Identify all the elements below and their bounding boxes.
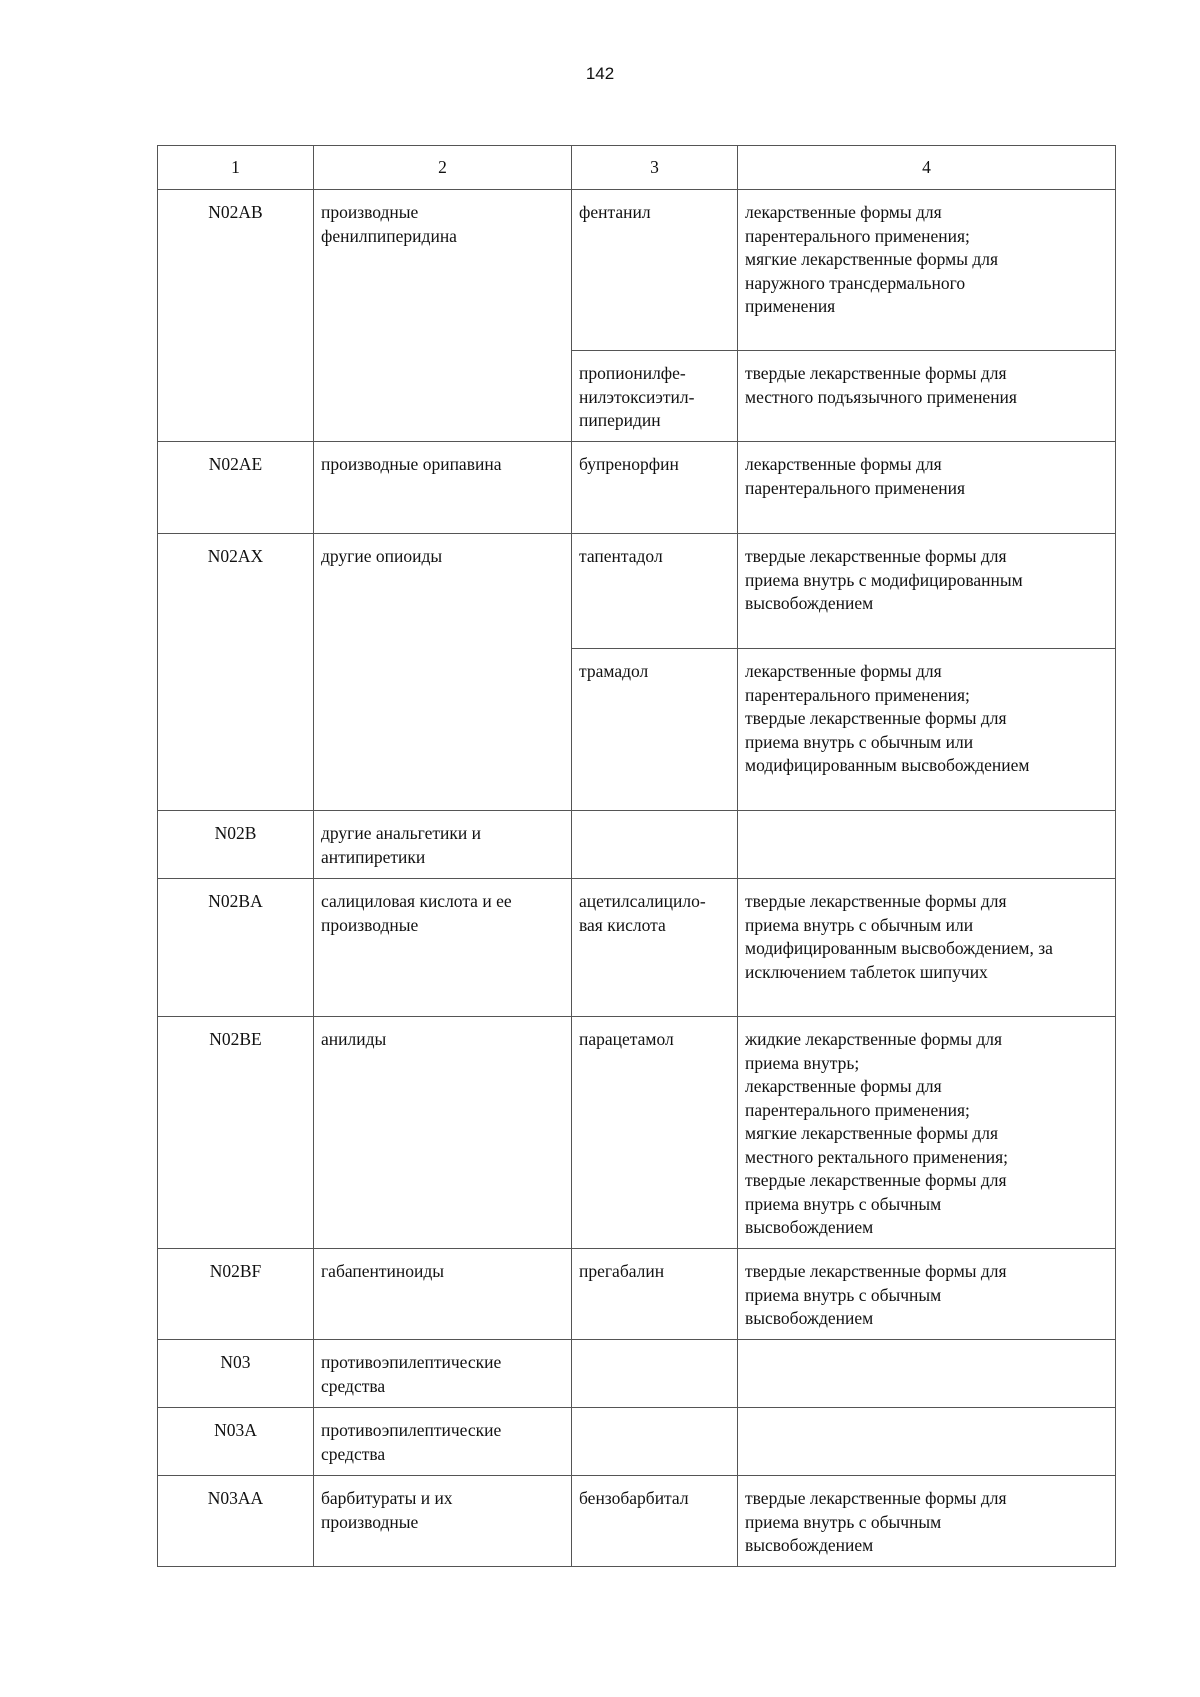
group-name-cell: другие анальгетики и антипиретики bbox=[314, 811, 572, 879]
atc-code-cell: N02BA bbox=[158, 879, 314, 1017]
group-name-cell: габапентиноиды bbox=[314, 1249, 572, 1340]
column-header: 3 bbox=[572, 146, 738, 190]
table-row bbox=[158, 442, 1116, 534]
dosage-forms-cell: твердые лекарственные формы для приема внутрь с обычным или модифицированным высвобождением, за исключением таблеток шипучих bbox=[738, 879, 1116, 1017]
table-row bbox=[158, 1408, 1116, 1476]
table-header-row bbox=[158, 146, 1116, 190]
dosage-forms-cell: твердые лекарственные формы для приема внутрь с модифицированным высвобождением bbox=[738, 534, 1116, 649]
table-row bbox=[158, 1476, 1116, 1567]
drug-name-cell bbox=[572, 1408, 738, 1476]
table-row bbox=[158, 534, 1116, 649]
dosage-forms-cell bbox=[738, 1340, 1116, 1408]
group-name-cell: производные орипавина bbox=[314, 442, 572, 534]
drug-name-cell: бензобарбитал bbox=[572, 1476, 738, 1567]
drug-table bbox=[157, 145, 1116, 1567]
atc-code-cell: N02BF bbox=[158, 1249, 314, 1340]
column-header: 4 bbox=[738, 146, 1116, 190]
drug-name-cell bbox=[572, 811, 738, 879]
dosage-forms-cell: лекарственные формы для парентерального применения bbox=[738, 442, 1116, 534]
dosage-forms-cell: лекарственные формы для парентерального применения; мягкие лекарственные формы для наружного трансдермального применения bbox=[738, 190, 1116, 351]
drug-name-cell: прегабалин bbox=[572, 1249, 738, 1340]
group-name-cell: барбитураты и их производные bbox=[314, 1476, 572, 1567]
drug-name-cell bbox=[572, 1340, 738, 1408]
dosage-forms-cell: твердые лекарственные формы для местного подъязычного применения bbox=[738, 351, 1116, 442]
atc-code-cell: N02AB bbox=[158, 190, 314, 442]
atc-code-cell: N03A bbox=[158, 1408, 314, 1476]
column-header: 1 bbox=[158, 146, 314, 190]
dosage-forms-cell bbox=[738, 811, 1116, 879]
atc-code-cell: N02BE bbox=[158, 1017, 314, 1249]
atc-code-cell: N03AA bbox=[158, 1476, 314, 1567]
dosage-forms-cell bbox=[738, 1408, 1116, 1476]
table-row bbox=[158, 1249, 1116, 1340]
atc-code-cell: N02AE bbox=[158, 442, 314, 534]
atc-code-cell: N02B bbox=[158, 811, 314, 879]
table-row bbox=[158, 1017, 1116, 1249]
drug-name-cell: фентанил bbox=[572, 190, 738, 351]
drug-name-cell: трамадол bbox=[572, 649, 738, 811]
table-row bbox=[158, 1340, 1116, 1408]
drug-name-cell: бупренорфин bbox=[572, 442, 738, 534]
dosage-forms-cell: жидкие лекарственные формы для приема внутрь; лекарственные формы для парентерального применения; мягкие лекарственные формы для местного ректального применения; твердые лекарственные формы для приема внутрь с обычным высвобождением bbox=[738, 1017, 1116, 1249]
group-name-cell: производные фенилпиперидина bbox=[314, 190, 572, 442]
atc-code-cell: N02AX bbox=[158, 534, 314, 811]
group-name-cell: салициловая кислота и ее производные bbox=[314, 879, 572, 1017]
drug-name-cell: парацетамол bbox=[572, 1017, 738, 1249]
group-name-cell: противоэпилептические средства bbox=[314, 1340, 572, 1408]
dosage-forms-cell: твердые лекарственные формы для приема внутрь с обычным высвобождением bbox=[738, 1249, 1116, 1340]
table-row bbox=[158, 811, 1116, 879]
group-name-cell: противоэпилептические средства bbox=[314, 1408, 572, 1476]
page-number: 142 bbox=[585, 64, 615, 83]
table-row bbox=[158, 190, 1116, 351]
atc-code-cell: N03 bbox=[158, 1340, 314, 1408]
group-name-cell: другие опиоиды bbox=[314, 534, 572, 811]
dosage-forms-cell: твердые лекарственные формы для приема внутрь с обычным высвобождением bbox=[738, 1476, 1116, 1567]
dosage-forms-cell: лекарственные формы для парентерального применения; твердые лекарственные формы для приема внутрь с обычным или модифицированным высвобождением bbox=[738, 649, 1116, 811]
table-body bbox=[158, 146, 1116, 1567]
drug-name-cell: ацетилсалицило- вая кислота bbox=[572, 879, 738, 1017]
drug-name-cell: пропионилфе- нилэтоксиэтил- пиперидин bbox=[572, 351, 738, 442]
table-row bbox=[158, 879, 1116, 1017]
group-name-cell: анилиды bbox=[314, 1017, 572, 1249]
drug-name-cell: тапентадол bbox=[572, 534, 738, 649]
column-header: 2 bbox=[314, 146, 572, 190]
